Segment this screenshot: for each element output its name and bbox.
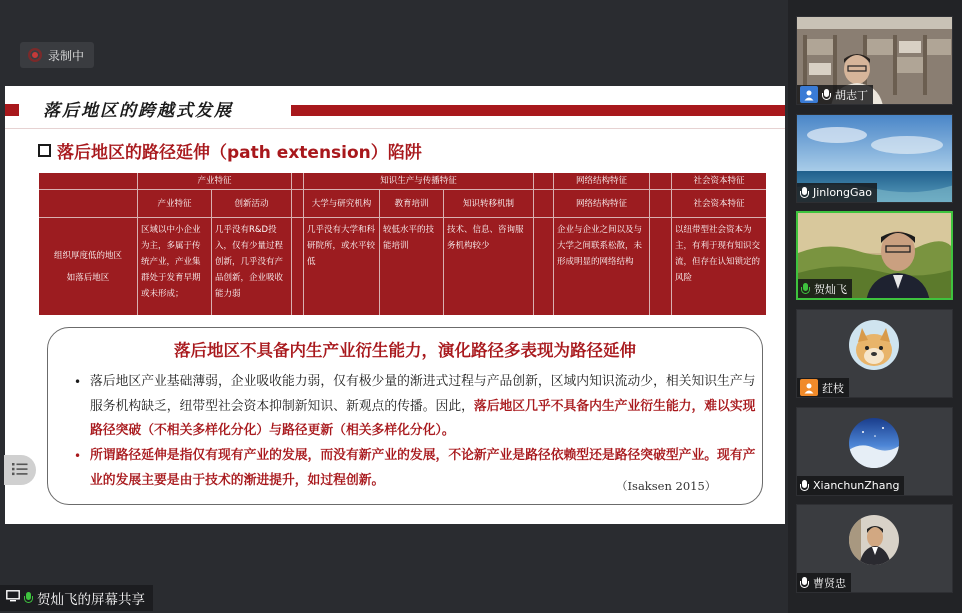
participant-name-tag xyxy=(797,85,873,104)
participant-tile[interactable] xyxy=(796,504,953,593)
user-icon xyxy=(800,379,818,396)
side-panel-toggle[interactable] xyxy=(4,455,36,485)
bullet-text: 落后地区产业基础薄弱，企业吸收能力弱，仅有极少量的渐进式过程与产品创新，区域内知识流动少，相关知识生产与服务机构缺乏，纽带型社会资本抑制新知识、新观点的传播。因此， xyxy=(90,374,756,414)
table-cell: 区域以中小企业为主，多属于传统产业，产业集群处于发育早期或未形成； xyxy=(138,218,212,315)
table-cell: 技术、信息、咨询服务机构较少 xyxy=(444,218,534,315)
table-cell: 以纽带型社会资本为主，有利于现有知识交流，但存在认知锁定的风险 xyxy=(675,225,761,283)
mic-icon xyxy=(801,283,810,295)
table-cell: 较低水平的技能培训 xyxy=(380,218,444,315)
bullet-icon: • xyxy=(74,375,82,389)
sub-header: 社会资本特征 xyxy=(672,190,766,218)
participant-avatar xyxy=(849,320,899,370)
characteristics-table xyxy=(39,173,766,315)
participant-name: XianchunZhang xyxy=(813,479,900,492)
citation: （Isaksen 2015） xyxy=(616,479,717,493)
bullet-paragraph xyxy=(74,370,756,444)
bullet-emphasis: 落后地区几乎不具备内生产业衍生能力，难以实现路径突破（不相关多样化分化）与路径更新（相关多样化分化）。 xyxy=(90,398,756,438)
bullet-icon: • xyxy=(74,449,82,463)
participant-name: 曹贤忠 xyxy=(813,576,846,590)
summary-box xyxy=(47,327,763,505)
table-spacer xyxy=(534,218,554,315)
mic-icon xyxy=(24,592,33,604)
slide-title-bar xyxy=(5,96,785,122)
participant-video-panel xyxy=(788,0,962,613)
title-divider xyxy=(5,128,785,129)
table-cell: 几乎没有大学和科研院所，或水平较低 xyxy=(304,218,380,315)
recording-indicator[interactable] xyxy=(20,42,94,68)
list-icon xyxy=(12,461,28,480)
participant-name-tag xyxy=(798,279,852,298)
table-corner xyxy=(39,190,138,218)
table-spacer xyxy=(292,218,304,315)
sub-header: 知识转移机制 xyxy=(444,190,534,218)
recording-label: 录制中 xyxy=(48,48,85,63)
participant-name-tag xyxy=(797,573,851,592)
sub-header: 教育培训 xyxy=(380,190,444,218)
group-header: 网络结构特征 xyxy=(554,173,650,190)
table-spacer xyxy=(292,173,304,190)
sub-header: 创新活动 xyxy=(212,190,292,218)
table-corner xyxy=(39,173,138,190)
participant-name: 胡志丁 xyxy=(835,88,868,102)
table-spacer xyxy=(534,190,554,218)
square-bullet-icon xyxy=(38,144,51,157)
mic-icon xyxy=(800,577,809,589)
title-accent-right xyxy=(291,105,785,116)
table-cell: 企业与企业之间以及与大学之间联系松散，未形成明显的网络结构 xyxy=(554,218,650,315)
participant-avatar xyxy=(849,515,899,565)
table-spacer xyxy=(650,190,672,218)
participant-name: 荭枝 xyxy=(822,381,844,395)
screen-share-label xyxy=(0,585,153,611)
table-spacer xyxy=(650,173,672,190)
screen-share-icon xyxy=(6,590,20,606)
presentation-slide xyxy=(5,86,785,524)
participant-name-tag xyxy=(797,183,877,202)
mic-icon xyxy=(800,480,809,492)
participant-tile[interactable] xyxy=(796,407,953,496)
mic-icon xyxy=(800,187,809,199)
participant-tile[interactable] xyxy=(796,114,953,203)
user-icon xyxy=(800,86,818,103)
participant-name: 贺灿飞 xyxy=(814,282,847,296)
participant-tile[interactable] xyxy=(796,16,953,105)
row-label xyxy=(39,218,138,315)
sub-header: 大学与研究机构 xyxy=(304,190,380,218)
table-cell: 几乎没有R&D投入，仅有少量过程创新，几乎没有产品创新，企业吸收能力弱 xyxy=(212,218,292,315)
summary-title: 落后地区不具备内生产业衍生能力，演化路径多表现为路径延伸 xyxy=(174,341,636,360)
participant-tile-active-speaker[interactable] xyxy=(796,211,953,300)
sub-header: 网络结构特征 xyxy=(554,190,650,218)
row-label-line: 如落后地区 xyxy=(66,272,110,283)
participant-avatar xyxy=(849,418,899,468)
row-label-line: 组织厚度低的地区 xyxy=(53,250,122,261)
record-icon xyxy=(28,48,42,62)
bullet-emphasis: 所谓路径延伸是指仅有现有产业的发展，而没有新产业的发展，不论新产业是路径依赖型还是路径突破型产业。现有产业的发展主要是由于技术的渐进提升，如过程创新。 xyxy=(90,448,756,488)
slide-subtitle xyxy=(38,138,422,163)
title-accent-left xyxy=(5,104,19,116)
slide-subtitle-text: 落后地区的路径延伸（path extension）陷阱 xyxy=(57,143,422,163)
sub-header: 产业特征 xyxy=(138,190,212,218)
mic-icon xyxy=(822,89,831,101)
group-header: 社会资本特征 xyxy=(672,173,766,190)
table-spacer xyxy=(650,218,672,315)
group-header: 产业特征 xyxy=(138,173,292,190)
table-spacer xyxy=(534,173,554,190)
slide-title: 落后地区的跨越式发展 xyxy=(43,101,233,121)
group-header: 知识生产与传播特征 xyxy=(304,173,534,190)
participant-name-tag xyxy=(797,476,904,495)
participant-name: JinlongGao xyxy=(813,186,873,199)
participant-tile[interactable] xyxy=(796,309,953,398)
participant-name-tag xyxy=(797,378,849,397)
screen-share-text: 贺灿飞的屏幕共享 xyxy=(37,592,145,608)
table-spacer xyxy=(292,190,304,218)
